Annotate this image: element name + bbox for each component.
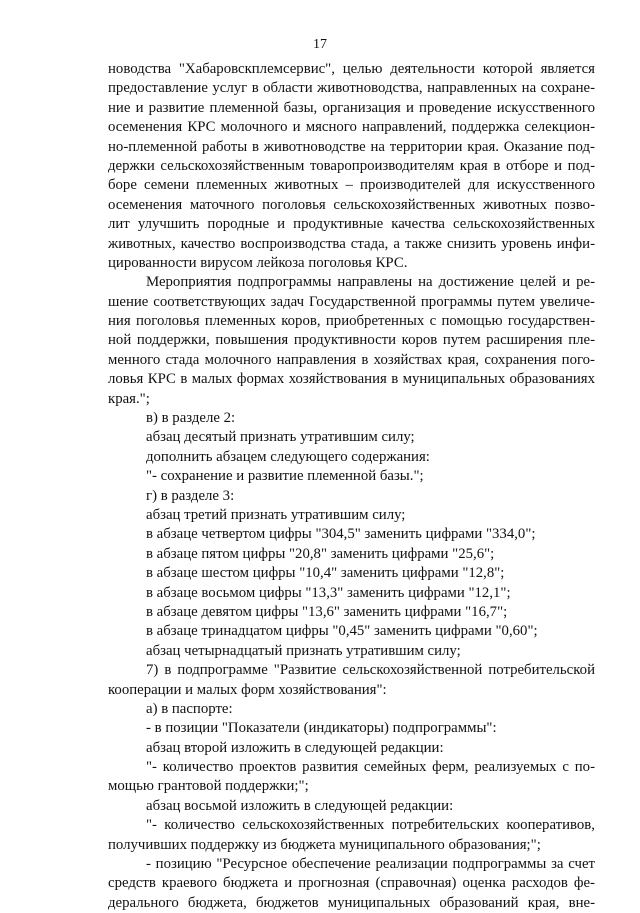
text-line: осеменения маточного поголовья сельскохозяйственных животных позво- [108,196,595,213]
text-line: менного стада молочного направления в хозяйствах края, сохранения пого- [108,351,595,368]
text-line: в абзаце четвертом цифры "304,5" заменить цифрами "334,0"; [146,526,536,543]
text-line: но-племенной работы в животноводстве на территории края. Оказание под- [108,138,595,155]
text-line: г) в разделе 3: [146,487,235,504]
text-line: в абзаце восьмом цифры "13,3" заменить цифрами "12,1"; [146,584,511,601]
text-line: в абзаце девятом цифры "13,6" заменить цифрами "16,7"; [146,603,508,620]
text-line: абзац восьмой изложить в следующей редакции: [146,797,454,814]
text-line: "- количество сельскохозяйственных потребительских кооперативов, [146,817,595,834]
text-line: шение соответствующих задач Государственной программы путем увеличе- [108,293,595,310]
text-line: новодства "Хабаровскплемсервис", целью деятельности которой является [108,61,595,77]
text-line: Мероприятия подпрограммы направлены на достижение целей и ре- [146,274,595,291]
text-line: животных, качество воспроизводства стада, а также снизить уровень инфи- [108,235,595,252]
text-line: держки сельскохозяйственным товаропроизводителям края в отборе и под- [108,157,595,174]
text-line: края."; [108,390,150,407]
text-line: мощью грантовой поддержки;"; [108,778,309,795]
text-line: абзац третий признать утратившим силу; [146,506,406,523]
text-line: лит улучшить породные и продуктивные качества сельскохозяйственных [108,216,595,233]
text-line: кооперации и малых форм хозяйствования": [108,681,387,698]
text-line: дерального бюджета, бюджетов муниципальных образований края, вне- [108,894,595,911]
page-number: 17 [313,37,327,52]
text-line: средств краевого бюджета и прогнозная (справочная) оценка расходов фе- [108,875,595,892]
text-line: ния поголовья племенных коров, приобретенных с помощью государствен- [108,313,595,330]
text-line: - позицию "Ресурсное обеспечение реализации подпрограммы за счет [146,856,595,873]
text-line: дополнить абзацем следующего содержания: [146,448,430,465]
text-line: боре семени племенных животных – производителей для искусственного [108,177,595,194]
text-line: 7) в подпрограмме "Развитие сельскохозяйственной потребительской [146,662,595,679]
text-line: "- сохранение и развитие племенной базы."; [146,468,424,485]
text-line: осеменения КРС молочного и мясного направлений, поддержка селекцион- [108,119,595,136]
text-line: в абзаце шестом цифры "10,4" заменить цифрами "12,8"; [146,565,505,582]
text-line: абзац десятый признать утратившим силу; [146,429,415,446]
text-line: абзац четырнадцатый признать утратившим силу; [146,642,461,659]
text-line: предоставление услуг в области животноводства, направленных на сохране- [108,80,595,97]
text-line: ной поддержки, повышения продуктивности коров путем расширения пле- [108,332,595,349]
text-line: в) в разделе 2: [146,410,236,427]
text-line: абзац второй изложить в следующей редакции: [146,739,444,756]
text-line: - в позиции "Показатели (индикаторы) подпрограммы": [146,720,497,737]
text-line: "- количество проектов развития семейных ферм, реализуемых с по- [146,759,595,776]
text-line: цированности вирусом лейкоза поголовья КРС. [108,254,408,271]
text-line: в абзаце тринадцатом цифры "0,45" заменить цифрами "0,60"; [146,623,538,640]
document-body [108,60,595,913]
text-line: ние и развитие племенной базы, организация и проведение искусственного [108,99,595,116]
text-line: ловья КРС в малых формах хозяйствования в муниципальных образованиях [108,371,595,388]
text-line: а) в паспорте: [146,700,233,717]
text-line: в абзаце пятом цифры "20,8" заменить цифрами "25,6"; [146,545,495,562]
text-line: получивших поддержку из бюджета муниципального образования;"; [108,836,541,853]
